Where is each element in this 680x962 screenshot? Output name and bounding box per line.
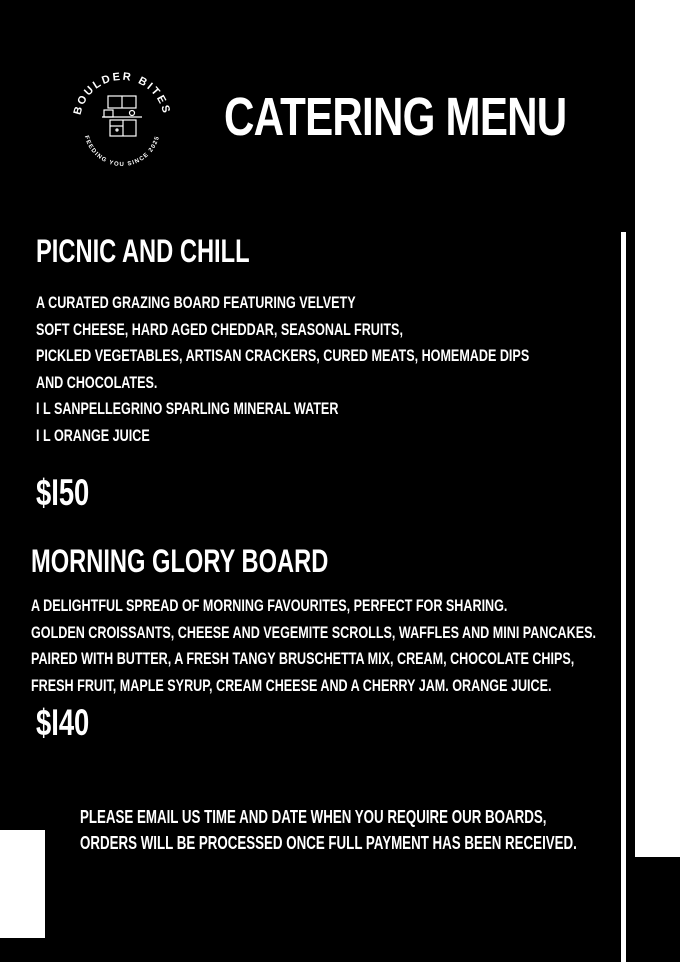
description-line: FRESH FRUIT, MAPLE SYRUP, CREAM CHEESE AND A CHERRY JAM. ORANGE JUICE. xyxy=(31,675,552,695)
notice-line: ORDERS WILL BE PROCESSED ONCE FULL PAYMENT HAS BEEN RECEIVED. xyxy=(80,833,577,853)
description-line: I L SANPELLEGRINO SPARLING MINERAL WATER xyxy=(36,399,339,418)
logo-tagline: FEEDING YOU SINCE 2025 xyxy=(82,135,162,169)
section-title-picnic: PICNIC AND CHILL xyxy=(36,233,250,269)
description-line: PICKLED VEGETABLES, ARTISAN CRACKERS, CURED MEATS, HOMEMADE DIPS xyxy=(36,346,530,365)
description-line: AND CHOCOLATES. xyxy=(36,372,158,392)
description-line: PAIRED WITH BUTTER, A FRESH TANGY BRUSCHETTA MIX, CREAM, CHOCOLATE CHIPS, xyxy=(31,649,575,668)
price-picnic: $I50 xyxy=(36,472,90,513)
kitchen-icon xyxy=(62,62,182,182)
page-title: CATERING MENU xyxy=(224,87,567,147)
description-line: I L ORANGE JUICE xyxy=(36,425,150,445)
section-description-morning xyxy=(31,593,596,699)
left-edge-block xyxy=(0,830,45,938)
price-morning: $I40 xyxy=(36,702,90,743)
description-line: A DELIGHTFUL SPREAD OF MORNING FAVOURITES, PERFECT FOR SHARING. xyxy=(31,596,508,615)
brand-logo xyxy=(62,62,182,182)
description-line: A CURATED GRAZING BOARD FEATURING VELVETY xyxy=(36,293,356,312)
vertical-divider xyxy=(621,232,626,962)
order-notice xyxy=(80,804,577,856)
right-edge-strip xyxy=(635,0,680,857)
section-description-picnic xyxy=(36,290,529,449)
svg-text:FEEDING YOU SINCE 2025 xyxy=(83,135,161,168)
section-title-morning: MORNING GLORY BOARD xyxy=(31,543,329,579)
logo-name: BOULDER BITES xyxy=(71,70,173,117)
notice-line: PLEASE EMAIL US TIME AND DATE WHEN YOU REQUIRE OUR BOARDS, xyxy=(80,807,547,827)
svg-text:BOULDER BITES xyxy=(72,71,173,116)
description-line: SOFT CHEESE, HARD AGED CHEDDAR, SEASONAL FRUITS, xyxy=(36,319,403,339)
description-line: GOLDEN CROISSANTS, CHEESE AND VEGEMITE SCROLLS, WAFFLES AND MINI PANCAKES. xyxy=(31,622,596,642)
